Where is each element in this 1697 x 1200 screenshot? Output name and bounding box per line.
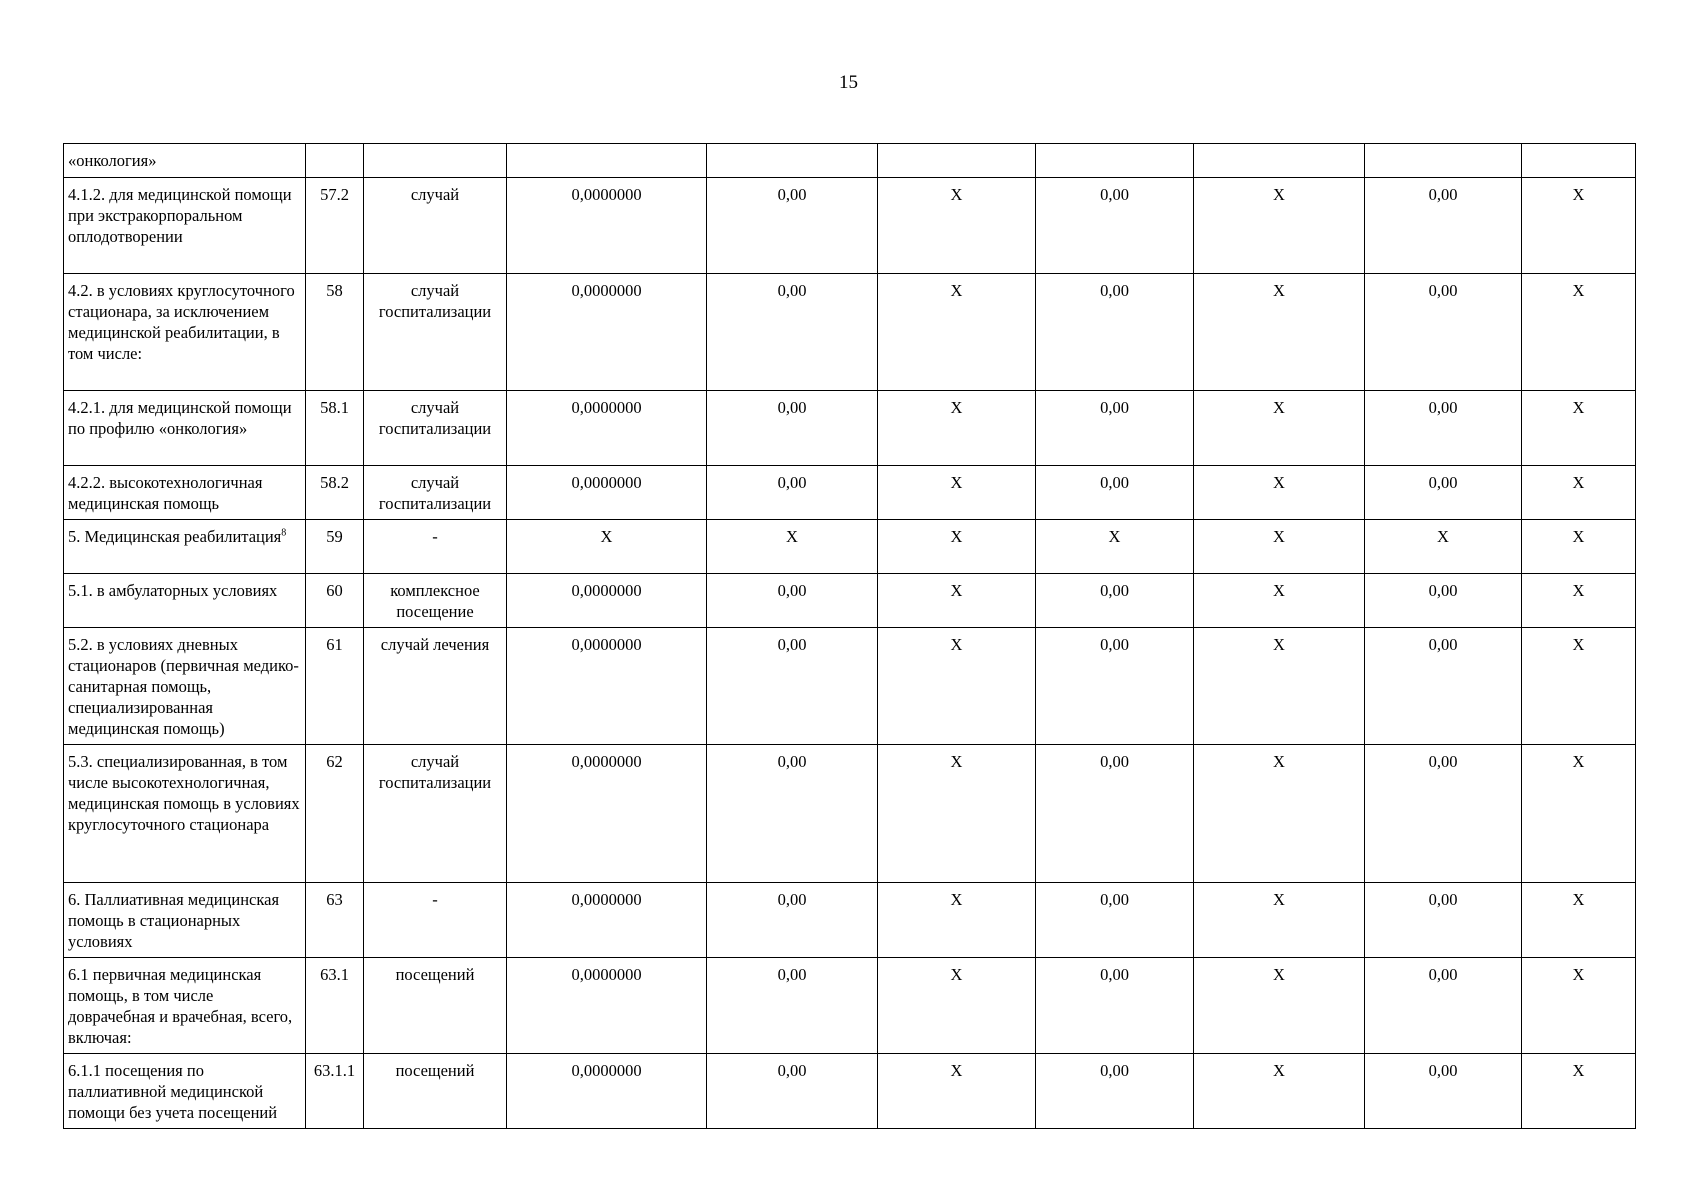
table-row — [64, 745, 1636, 883]
unit-cell — [364, 466, 507, 520]
value-cell-4 — [1036, 628, 1194, 745]
value-text-2: 0,00 — [777, 398, 807, 417]
value-cell-5 — [1194, 574, 1365, 628]
value-cell-7 — [1522, 745, 1636, 883]
indicator-name-text: 5.2. в условиях дневных стационаров (первичная медико-санитарная помощь, специализированная медицинская помощь) — [68, 635, 299, 738]
unit-text: - — [432, 527, 438, 546]
value-cell-7 — [1522, 1054, 1636, 1129]
value-text-5: Х — [1273, 527, 1285, 546]
value-cell-2 — [707, 144, 878, 178]
value-text-6: 0,00 — [1428, 635, 1458, 654]
indicator-name-text: «онкология» — [68, 151, 157, 170]
row-number-text: 58.1 — [320, 398, 349, 417]
value-text-2: 0,00 — [777, 752, 807, 771]
value-cell-2 — [707, 274, 878, 391]
value-cell-5 — [1194, 144, 1365, 178]
value-cell-3 — [878, 178, 1036, 274]
value-text-2: 0,00 — [777, 581, 807, 600]
value-cell-2 — [707, 1054, 878, 1129]
row-number-cell — [306, 466, 364, 520]
indicator-name-text: 4.1.2. для медицинской помощи при экстракорпоральном оплодотворении — [68, 185, 292, 246]
row-number-text: 63 — [326, 890, 343, 909]
value-text-1: 0,0000000 — [571, 398, 642, 417]
indicator-name-text: 5.1. в амбулаторных условиях — [68, 581, 278, 600]
unit-text: посещений — [395, 965, 475, 984]
value-text-2: 0,00 — [777, 185, 807, 204]
value-cell-6 — [1365, 178, 1522, 274]
value-cell-3 — [878, 1054, 1036, 1129]
value-cell-7 — [1522, 466, 1636, 520]
row-number-text: 63.1 — [320, 965, 349, 984]
unit-cell — [364, 1054, 507, 1129]
value-text-5: Х — [1273, 752, 1285, 771]
unit-text: случай госпитализации — [378, 398, 492, 438]
row-number-cell — [306, 574, 364, 628]
value-text-6: 0,00 — [1428, 398, 1458, 417]
value-cell-7 — [1522, 391, 1636, 466]
value-text-1: 0,0000000 — [571, 635, 642, 654]
value-text-6: 0,00 — [1428, 581, 1458, 600]
value-cell-4 — [1036, 144, 1194, 178]
indicator-name-cell — [64, 574, 306, 628]
value-cell-1 — [507, 466, 707, 520]
row-number-cell — [306, 178, 364, 274]
indicator-name-text: 6. Паллиативная медицинская помощь в стационарных условиях — [68, 890, 280, 951]
indicator-name-text: 4.2. в условиях круглосуточного стационара, за исключением медицинской реабилитации, в том числе: — [68, 281, 295, 363]
unit-cell — [364, 628, 507, 745]
value-text-3: Х — [950, 890, 963, 909]
table-row — [64, 178, 1636, 274]
value-text-5: Х — [1273, 635, 1285, 654]
value-cell-5 — [1194, 274, 1365, 391]
table-row — [64, 391, 1636, 466]
value-text-5: Х — [1273, 1061, 1285, 1080]
value-text-5: Х — [1273, 581, 1285, 600]
row-number-cell — [306, 144, 364, 178]
value-text-6: 0,00 — [1428, 473, 1458, 492]
indicator-name-cell — [64, 958, 306, 1054]
table-body — [64, 144, 1636, 1129]
table-row — [64, 628, 1636, 745]
value-text-1: Х — [600, 527, 613, 546]
value-cell-4 — [1036, 391, 1194, 466]
row-number-cell — [306, 883, 364, 958]
value-cell-1 — [507, 391, 707, 466]
value-cell-1 — [507, 883, 707, 958]
value-text-3: Х — [950, 473, 963, 492]
value-text-6: 0,00 — [1428, 185, 1458, 204]
unit-cell — [364, 958, 507, 1054]
indicator-name-cell — [64, 144, 306, 178]
value-cell-3 — [878, 883, 1036, 958]
value-text-5: Х — [1273, 398, 1285, 417]
value-text-4: Х — [1108, 527, 1121, 546]
value-cell-7 — [1522, 958, 1636, 1054]
value-text-1: 0,0000000 — [571, 473, 642, 492]
value-text-3: Х — [950, 527, 963, 546]
value-text-1: 0,0000000 — [571, 890, 642, 909]
indicator-name-text: 4.2.1. для медицинской помощи по профилю «онкология» — [68, 398, 292, 438]
row-number-text: 59 — [326, 527, 343, 546]
indicator-name-text: 6.1 первичная медицинская помощь, в том числе доврачебная и врачебная, всего, включая: — [68, 965, 293, 1047]
row-number-cell — [306, 958, 364, 1054]
value-text-1: 0,0000000 — [571, 1061, 642, 1080]
value-cell-4 — [1036, 958, 1194, 1054]
value-text-7: Х — [1572, 965, 1585, 984]
value-cell-3 — [878, 144, 1036, 178]
value-text-7: Х — [1572, 185, 1585, 204]
value-cell-4 — [1036, 466, 1194, 520]
value-cell-7 — [1522, 628, 1636, 745]
row-number-text: 58.2 — [320, 473, 349, 492]
value-text-4: 0,00 — [1100, 752, 1129, 771]
value-text-7: Х — [1572, 281, 1585, 300]
row-number-cell — [306, 745, 364, 883]
value-text-4: 0,00 — [1100, 635, 1129, 654]
value-cell-2 — [707, 466, 878, 520]
indicator-name-cell — [64, 883, 306, 958]
value-text-2: 0,00 — [777, 1061, 807, 1080]
value-text-1: 0,0000000 — [571, 581, 642, 600]
row-number-cell — [306, 274, 364, 391]
unit-cell — [364, 883, 507, 958]
unit-cell — [364, 144, 507, 178]
value-cell-2 — [707, 391, 878, 466]
value-text-3: Х — [950, 1061, 963, 1080]
value-cell-2 — [707, 745, 878, 883]
value-text-6: 0,00 — [1428, 890, 1458, 909]
row-number-text: 57.2 — [320, 185, 349, 204]
indicator-name-cell — [64, 466, 306, 520]
value-text-7: Х — [1572, 1061, 1585, 1080]
value-cell-4 — [1036, 178, 1194, 274]
value-cell-5 — [1194, 883, 1365, 958]
row-number-text: 63.1.1 — [313, 1061, 356, 1080]
value-cell-7 — [1522, 883, 1636, 958]
value-text-2: 0,00 — [777, 965, 807, 984]
value-cell-5 — [1194, 745, 1365, 883]
unit-text: случай госпитализации — [378, 752, 492, 792]
value-text-2: Х — [786, 527, 798, 546]
table-row — [64, 274, 1636, 391]
value-cell-2 — [707, 574, 878, 628]
value-cell-7 — [1522, 274, 1636, 391]
indicator-name-cell — [64, 1054, 306, 1129]
value-text-3: Х — [950, 398, 963, 417]
value-text-7: Х — [1572, 635, 1585, 654]
value-cell-1 — [507, 178, 707, 274]
table-row — [64, 574, 1636, 628]
value-cell-2 — [707, 883, 878, 958]
row-number-text: 61 — [326, 635, 343, 654]
indicator-name-cell — [64, 520, 306, 574]
value-text-4: 0,00 — [1100, 473, 1129, 492]
unit-cell — [364, 274, 507, 391]
value-cell-5 — [1194, 958, 1365, 1054]
value-cell-5 — [1194, 1054, 1365, 1129]
value-text-7: Х — [1572, 890, 1585, 909]
unit-cell — [364, 391, 507, 466]
value-text-3: Х — [950, 965, 963, 984]
unit-text: случай госпитализации — [378, 281, 492, 321]
value-text-1: 0,0000000 — [571, 752, 642, 771]
value-cell-1 — [507, 144, 707, 178]
table-row — [64, 1054, 1636, 1129]
value-cell-1 — [507, 574, 707, 628]
value-cell-6 — [1365, 1054, 1522, 1129]
indicator-name-cell — [64, 274, 306, 391]
value-cell-6 — [1365, 958, 1522, 1054]
value-text-4: 0,00 — [1100, 965, 1129, 984]
table-row — [64, 466, 1636, 520]
value-cell-6 — [1365, 574, 1522, 628]
value-text-2: 0,00 — [777, 281, 807, 300]
value-cell-3 — [878, 958, 1036, 1054]
value-text-2: 0,00 — [777, 635, 807, 654]
table-row — [64, 958, 1636, 1054]
unit-text: случай — [410, 185, 460, 204]
indicator-name-cell — [64, 391, 306, 466]
value-cell-6 — [1365, 628, 1522, 745]
value-cell-2 — [707, 958, 878, 1054]
value-cell-6 — [1365, 883, 1522, 958]
unit-text: комплексное посещение — [390, 581, 480, 621]
unit-text: случай лечения — [380, 635, 490, 654]
unit-text: - — [432, 890, 438, 909]
unit-text: случай госпитализации — [378, 473, 492, 513]
value-cell-5 — [1194, 466, 1365, 520]
value-text-4: 0,00 — [1100, 398, 1129, 417]
value-text-6: 0,00 — [1428, 1061, 1458, 1080]
row-number-cell — [306, 628, 364, 745]
value-text-2: 0,00 — [777, 890, 807, 909]
value-cell-3 — [878, 466, 1036, 520]
value-text-2: 0,00 — [777, 473, 807, 492]
unit-cell — [364, 745, 507, 883]
value-text-5: Х — [1273, 473, 1285, 492]
value-cell-5 — [1194, 628, 1365, 745]
value-cell-4 — [1036, 520, 1194, 574]
value-cell-6 — [1365, 466, 1522, 520]
value-text-4: 0,00 — [1100, 185, 1129, 204]
value-text-4: 0,00 — [1100, 1061, 1129, 1080]
value-text-6: Х — [1437, 527, 1449, 546]
value-text-7: Х — [1572, 398, 1585, 417]
value-cell-5 — [1194, 520, 1365, 574]
table-row — [64, 883, 1636, 958]
value-text-5: Х — [1273, 965, 1285, 984]
value-cell-2 — [707, 628, 878, 745]
value-cell-6 — [1365, 391, 1522, 466]
row-number-text: 58 — [326, 281, 343, 300]
value-cell-4 — [1036, 574, 1194, 628]
value-text-3: Х — [950, 752, 963, 771]
value-text-3: Х — [950, 635, 963, 654]
value-text-6: 0,00 — [1428, 281, 1458, 300]
value-cell-1 — [507, 628, 707, 745]
value-cell-5 — [1194, 391, 1365, 466]
value-cell-3 — [878, 520, 1036, 574]
row-number-cell — [306, 1054, 364, 1129]
value-cell-1 — [507, 958, 707, 1054]
indicator-name-text: 4.2.2. высокотехнологичная медицинская помощь — [68, 473, 263, 513]
value-text-7: Х — [1572, 752, 1585, 771]
value-text-7: Х — [1572, 473, 1585, 492]
footnote-marker: 8 — [281, 527, 287, 539]
value-cell-3 — [878, 745, 1036, 883]
value-cell-4 — [1036, 883, 1194, 958]
value-cell-3 — [878, 628, 1036, 745]
value-cell-2 — [707, 520, 878, 574]
value-text-3: Х — [950, 581, 963, 600]
value-cell-3 — [878, 391, 1036, 466]
value-cell-1 — [507, 745, 707, 883]
indicator-name-text: 5. Медицинская реабилитация — [68, 527, 282, 546]
table-row — [64, 520, 1636, 574]
value-text-7: Х — [1572, 581, 1585, 600]
indicator-name-cell — [64, 628, 306, 745]
value-text-1: 0,0000000 — [571, 185, 642, 204]
value-text-1: 0,0000000 — [571, 281, 642, 300]
value-cell-3 — [878, 574, 1036, 628]
value-cell-5 — [1194, 178, 1365, 274]
unit-cell — [364, 178, 507, 274]
value-cell-7 — [1522, 144, 1636, 178]
value-text-4: 0,00 — [1100, 281, 1129, 300]
value-cell-7 — [1522, 520, 1636, 574]
value-cell-2 — [707, 178, 878, 274]
indicator-name-cell — [64, 745, 306, 883]
value-text-4: 0,00 — [1100, 581, 1129, 600]
value-cell-6 — [1365, 144, 1522, 178]
row-number-cell — [306, 520, 364, 574]
value-cell-3 — [878, 274, 1036, 391]
row-number-cell — [306, 391, 364, 466]
page-number: 15 — [839, 72, 858, 93]
value-text-7: Х — [1572, 527, 1585, 546]
value-text-3: Х — [950, 281, 963, 300]
value-cell-6 — [1365, 274, 1522, 391]
value-text-1: 0,0000000 — [571, 965, 642, 984]
value-text-5: Х — [1273, 281, 1285, 300]
value-cell-4 — [1036, 274, 1194, 391]
value-cell-1 — [507, 520, 707, 574]
value-cell-4 — [1036, 745, 1194, 883]
value-cell-1 — [507, 1054, 707, 1129]
value-text-5: Х — [1273, 890, 1285, 909]
indicator-name-cell — [64, 178, 306, 274]
value-cell-7 — [1522, 178, 1636, 274]
indicator-name-text: 5.3. специализированная, в том числе высокотехнологичная, медицинская помощь в условиях круглосуточного стационара — [68, 752, 300, 834]
indicator-name-text: 6.1.1 посещения по паллиативной медицинской помощи без учета посещений — [68, 1061, 278, 1122]
unit-cell — [364, 574, 507, 628]
value-text-3: Х — [950, 185, 963, 204]
data-table — [63, 143, 1636, 1129]
unit-text: посещений — [395, 1061, 475, 1080]
value-text-5: Х — [1273, 185, 1285, 204]
value-cell-4 — [1036, 1054, 1194, 1129]
value-cell-6 — [1365, 520, 1522, 574]
row-number-text: 62 — [326, 752, 343, 771]
value-cell-6 — [1365, 745, 1522, 883]
value-text-6: 0,00 — [1428, 752, 1458, 771]
value-cell-7 — [1522, 574, 1636, 628]
value-cell-1 — [507, 274, 707, 391]
value-text-4: 0,00 — [1100, 890, 1129, 909]
value-text-6: 0,00 — [1428, 965, 1458, 984]
unit-cell — [364, 520, 507, 574]
row-number-text: 60 — [326, 581, 343, 600]
table-row — [64, 144, 1636, 178]
